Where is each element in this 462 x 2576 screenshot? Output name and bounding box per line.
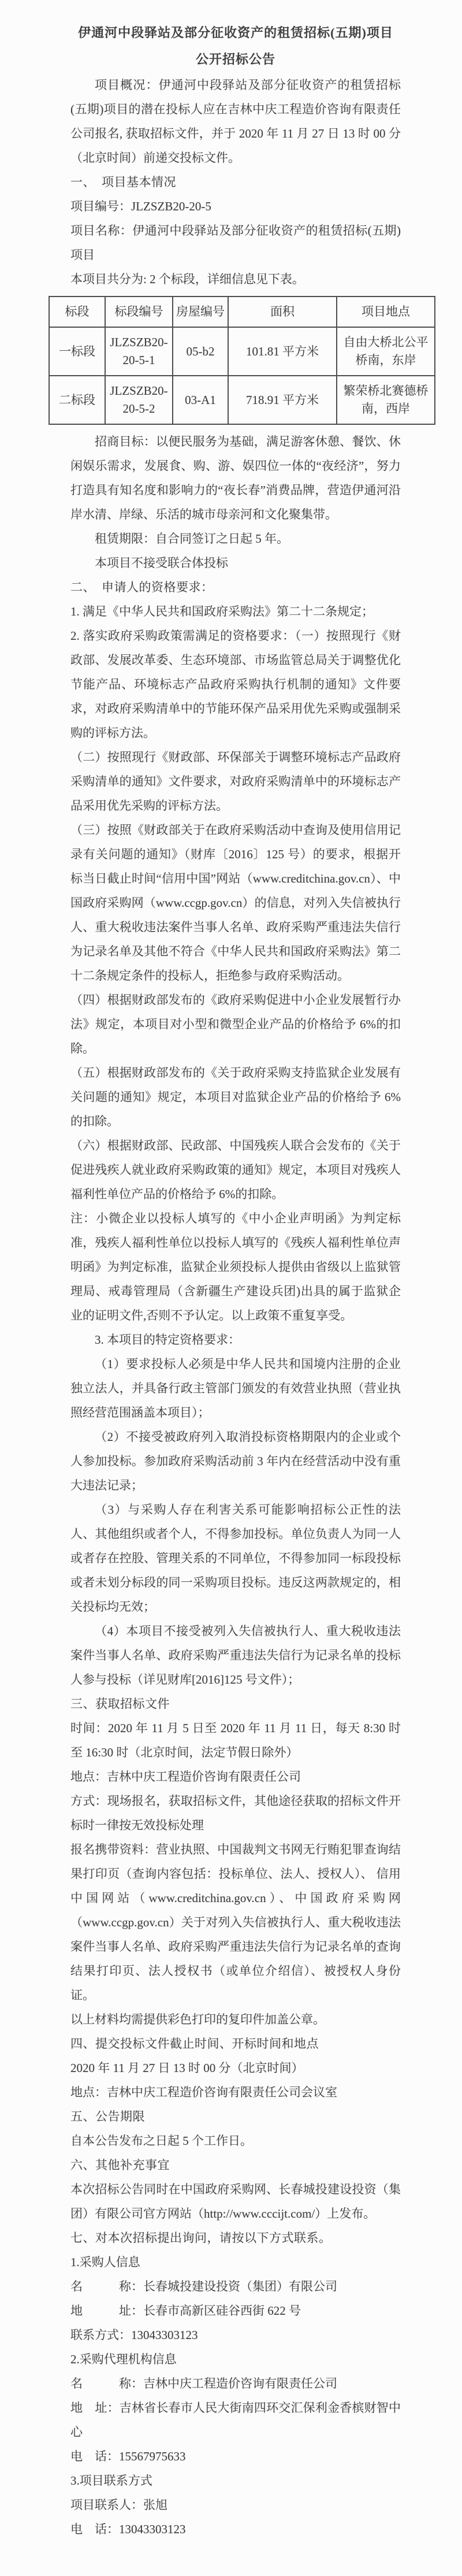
heading-section-7: 七、对本次招标提出询问，请按以下方式联系。 bbox=[70, 2231, 331, 2245]
table-cell: 101.81 平方米 bbox=[228, 327, 337, 376]
para-qualification-2-2: （二）按照现行《财政部、环保部关于调整环境标志产品政府采购清单的通知》文件要求，对政府采购清单中的环境标志产品采用优先采购的评标方法。 bbox=[70, 750, 401, 813]
para-obtain-time: 时间：2020 年 11 月 5 日至 2020 年 11 月 11 日，每天 8:30 时至 16:30 时（北京时间，法定节假日除外） bbox=[70, 1721, 401, 1759]
para-project-contact-title: 3.项目联系方式 bbox=[70, 2474, 152, 2488]
para-agency-info-title: 2.采购代理机构信息 bbox=[70, 2352, 177, 2366]
para-purchaser-name: 名 称：长春城投建设投资（集团）有限公司 bbox=[70, 2280, 337, 2293]
para-qualification-2-6: （六）根据财政部、民政部、中国残疾人联合会发布的《关于促进残疾人就业政府采购政策的通知》规定，本项目对残疾人福利性单位产品的价格给予 6%的扣除。 bbox=[70, 1139, 401, 1201]
table-header-row bbox=[49, 296, 435, 327]
document-body bbox=[59, 73, 429, 2541]
table-cell: 二标段 bbox=[49, 376, 105, 424]
para-agency-address: 地 址：吉林省长春市人民大街南四环交汇保利金香槟财智中心 bbox=[70, 2401, 401, 2439]
para-specific-4: （4）本项目不接受被列入失信被执行人、重大税收违法案件当事人名单、政府采购严重违法失信行为记录名单的投标人参与投标（详见财库[2016]125 号文件）； bbox=[70, 1624, 401, 1687]
para-specific-2: （2）不接受被政府列入取消投标资格期限内的企业或个人参加投标。参加政府采购活动前 3 年内在经营活动中没有重大违法记录； bbox=[70, 1430, 401, 1492]
para-deadline-time: 2020 年 11 月 27 日 13 时 00 分（北京时间） bbox=[70, 2061, 304, 2075]
para-lease-term: 租赁期限：自合同签订之日起 5 年。 bbox=[95, 532, 289, 546]
table-cell: JLZSZB20-20-5-1 bbox=[105, 327, 173, 376]
para-specific-qualification: 3. 本项目的特定资格要求： bbox=[95, 1333, 240, 1347]
heading-section-1: 一、 项目基本情况 bbox=[70, 175, 176, 189]
table-header-cell: 标段编号 bbox=[105, 296, 173, 327]
document-header bbox=[70, 20, 401, 73]
para-agency-name: 名 称：吉林中庆工程造价咨询有限责任公司 bbox=[70, 2377, 337, 2390]
table-cell: 03-A1 bbox=[173, 376, 228, 424]
para-qualification-1: 1. 满足《中华人民共和国政府采购法》第二十二条规定； bbox=[70, 605, 374, 618]
para-qualification-2-3: （三）按照《财政部关于在政府采购活动中查询及使用信用记录有关问题的通知》（财库〔2016〕125 号）的要求，根据开标当日截止时间“信用中国”网站（www.creditchina.gov.cn）、中国政府采购网（www.ccgp.gov.cn）的信息，对列入失信被执行人、重大税收违法案件当事人名单、政府采购严重违法失信行为记录名单及其他不符合《中华人民共和国政府采购法》第二十二条规定条件的投标人，拒绝参与政府采购活动。 bbox=[70, 823, 401, 983]
lots-table bbox=[49, 296, 435, 425]
table-cell: 718.91 平方米 bbox=[228, 376, 337, 424]
para-project-overview: 项目概况：伊通河中段驿站及部分征收资产的租赁招标(五期)项目的潜在投标人应在吉林中庆工程造价咨询有限责任公司报名, 获取招标文件，并于 2020 年 11 月 27 日 13 时 00 分（北京时间）前递交投标文件。 bbox=[70, 78, 401, 165]
para-purchaser-info-title: 1.采购人信息 bbox=[70, 2255, 140, 2269]
para-no-consortium: 本项目不接受联合体投标 bbox=[95, 556, 228, 570]
heading-section-3: 三、获取招标文件 bbox=[70, 1697, 170, 1711]
table-header-cell: 标段 bbox=[49, 296, 105, 327]
para-investment-goal: 招商目标：以便民服务为基础，满足游客休憩、餐饮、休闲娱乐需求，发展食、购、游、娱四位一体的“夜经济”，努力打造具有知名度和影响力的“夜长春”消费品牌，营造伊通河沿岸水清、岸绿、乐活的城市母亲河和文化聚集带。 bbox=[70, 435, 401, 521]
para-registration-materials: 报名携带资料：营业执照、中国裁判文书网无行贿犯罪查询结果打印页（查询内容包括：投标单位、法人、授权人）、 信用中国网站（www.creditchina.gov.cn）、中国政府采购网（www.ccgp.gov.cn）关于对列入失信被执行人、重大税收违法案件当事人名单、政府采购严重违法失信行为记录名单的查询结果打印页、法人授权书（或单位介绍信）、被授权人身份证。 bbox=[70, 1843, 401, 2002]
para-project-name: 项目名称：伊通河中段驿站及部分征收资产的租赁招标(五期)项目 bbox=[70, 224, 401, 262]
para-lots-intro: 本项目共分为: 2 个标段，详细信息见下表。 bbox=[70, 272, 304, 286]
table-row bbox=[49, 376, 435, 424]
para-purchaser-address: 地 址：长春市高新区硅谷西街 622 号 bbox=[70, 2304, 301, 2318]
table-cell: JLZSZB20-20-5-2 bbox=[105, 376, 173, 424]
table-header-cell: 面积 bbox=[228, 296, 337, 327]
para-project-number: 项目编号：JLZSZB20-20-5 bbox=[70, 199, 211, 213]
para-open-place: 地点：吉林中庆工程造价咨询有限责任公司会议室 bbox=[70, 2085, 337, 2099]
para-agency-phone: 电 话：15567975633 bbox=[70, 2449, 186, 2463]
table-row bbox=[49, 327, 435, 376]
para-project-contact-person: 项目联系人：张旭 bbox=[70, 2498, 167, 2512]
heading-section-6: 六、其他补充事宜 bbox=[70, 2158, 170, 2172]
para-obtain-method: 方式：现场报名，获取招标文件，其他途径获取的招标文件开标时一律按无效投标处理 bbox=[70, 1794, 401, 1832]
heading-section-2: 二、 申请人的资格要求： bbox=[70, 580, 214, 594]
heading-section-4: 四、提交投标文件截止时间、开标时间和地点 bbox=[70, 2037, 319, 2051]
table-cell: 自由大桥北公平桥南，东岸 bbox=[337, 327, 435, 376]
document-title: 伊通河中段驿站及部分征收资产的租赁招标(五期)项目 bbox=[78, 25, 393, 40]
table-header-cell: 项目地点 bbox=[337, 296, 435, 327]
para-qualification-2-1: 2. 落实政府采购政策需满足的资格要求：（一）按照现行《财政部、发展改革委、生态环境部、市场监管总局关于调整优化节能产品、环境标志产品政府采购执行机制的通知》文件要求，对政府采购清单中的节能环保产品采用优先采购或强制采购的评标方法。 bbox=[70, 629, 401, 740]
para-publish-sites: 本次招标公告同时在中国政府采购网、长春城投建设投资（集团）有限公司官方网站（http://www.cccijt.com/）上发布。 bbox=[70, 2182, 401, 2221]
para-qualification-2-5: （五）根据财政部发布的《关于政府采购支持监狱企业发展有关问题的通知》规定，本项目对监狱企业产品的价格给予 6%的扣除。 bbox=[70, 1066, 401, 1128]
table-header-cell: 房屋编号 bbox=[173, 296, 228, 327]
table-cell: 繁荣桥北赛德桥南，西岸 bbox=[337, 376, 435, 424]
para-specific-3: （3）与采购人存在利害关系可能影响招标公正性的法人、其他组织或者个人，不得参加投标。单位负责人为同一人或者存在控股、管理关系的不同单位，不得参加同一标段投标或者未划分标段的同一采购项目投标。违反这两款规定的，相关投标均无效； bbox=[70, 1503, 401, 1614]
table-cell: 05-b2 bbox=[173, 327, 228, 376]
para-qualification-2-4: （四）根据财政部发布的《政府采购促进中小企业发展暂行办法》规定，本项目对小型和微型企业产品的价格给予 6%的扣除。 bbox=[70, 993, 401, 1055]
heading-section-5: 五、公告期限 bbox=[70, 2110, 145, 2123]
document-subtitle: 公开招标公告 bbox=[195, 52, 275, 66]
para-obtain-place: 地点：吉林中庆工程造价咨询有限责任公司 bbox=[70, 1770, 301, 1784]
table-cell: 一标段 bbox=[49, 327, 105, 376]
para-specific-1: （1）要求投标人必须是中华人民共和国境内注册的企业独立法人，并具备行政主管部门颁发的有效营业执照（营业执照经营范围涵盖本项目）； bbox=[70, 1357, 401, 1419]
para-materials-note: 以上材料均需提供彩色打印的复印件加盖公章。 bbox=[70, 2012, 325, 2026]
para-note: 注：小微企业以投标人填写的《中小企业声明函》为判定标准，残疾人福利性单位以投标人填写的《残疾人福利性单位声明函》为判定标准，监狱企业须投标人提供由省级以上监狱管理局、戒毒管理局（含新疆生产建设兵团)出具的属于监狱企业的证明文件,否则不予认定。以上政策不重复享受。 bbox=[70, 1211, 401, 1322]
para-project-contact-phone: 电 话：13043303123 bbox=[70, 2522, 186, 2536]
para-announcement-period: 自本公告发布之日起 5 个工作日。 bbox=[70, 2134, 252, 2148]
para-purchaser-contact: 联系方式：13043303123 bbox=[70, 2328, 198, 2342]
